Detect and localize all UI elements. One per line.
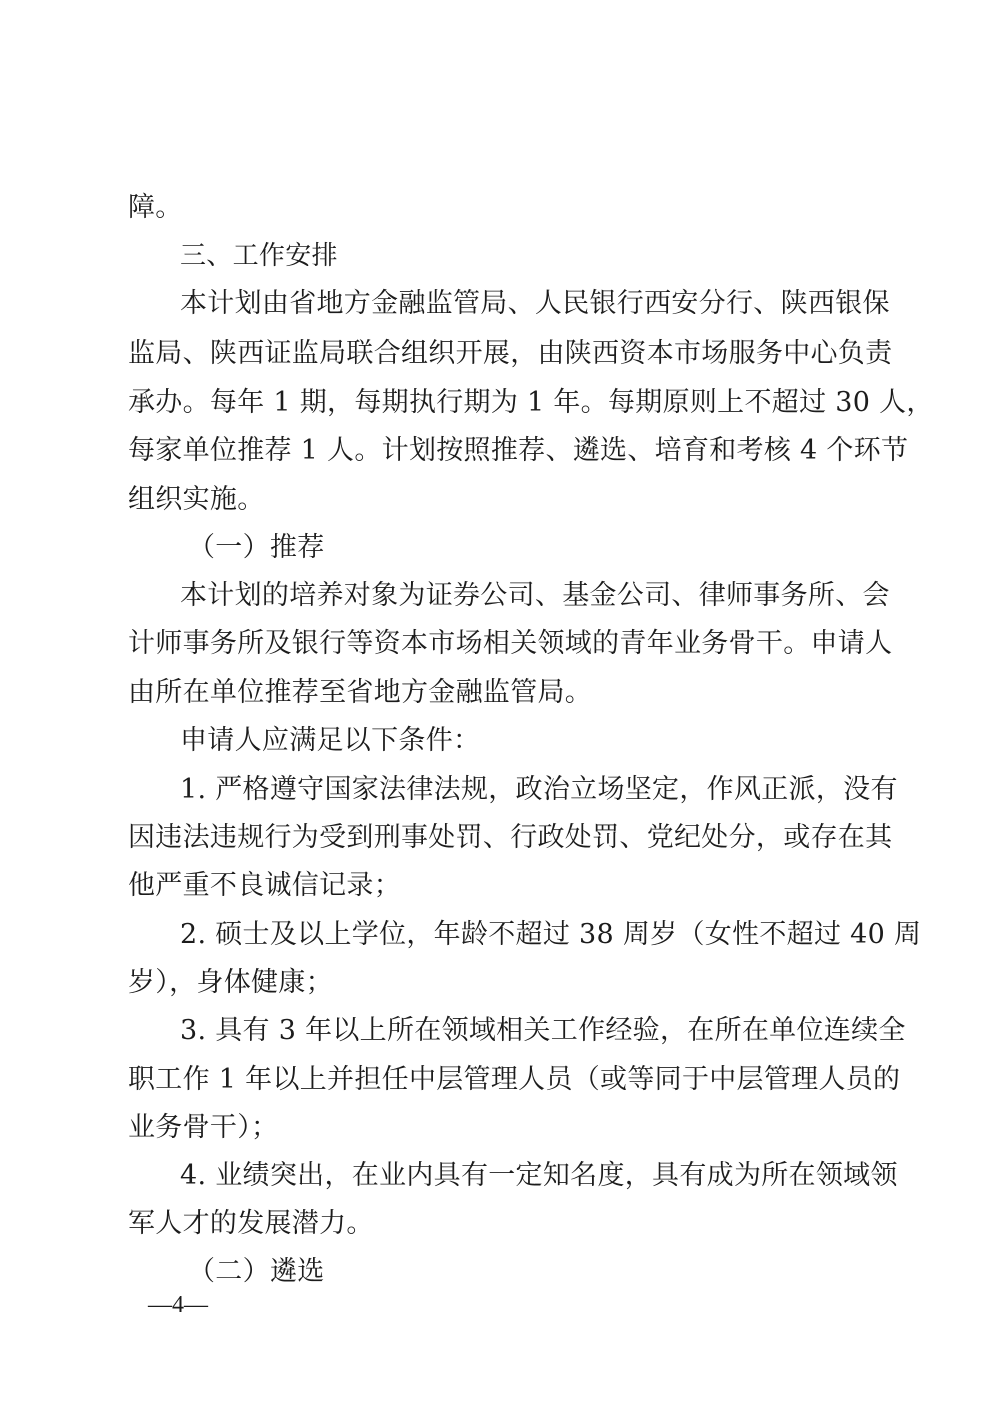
text-line: 因违法违规行为受到刑事处罚、行政处罚、党纪处分，或存在其	[128, 822, 893, 853]
text-line: 业务骨干）；	[128, 1112, 279, 1143]
text-line: 组织实施。	[128, 484, 265, 515]
text-line: 由所在单位推荐至省地方金融监管局。	[128, 677, 593, 708]
text-line: 职工作 1 年以上并担任中层管理人员（或等同于中层管理人员的	[128, 1064, 901, 1095]
text-line: 军人才的发展潜力。	[128, 1208, 374, 1239]
text-line: 本计划由省地方金融监管局、人民银行西安分行、陕西银保	[180, 288, 890, 319]
list-item: 3. 具有 3 年以上所在领域相关工作经验，在所在单位连续全	[180, 1015, 906, 1046]
text-line: 岁），身体健康；	[128, 967, 333, 998]
list-item: 4. 业绩突出，在业内具有一定知名度，具有成为所在领域领	[180, 1160, 898, 1191]
text-line: 障。	[128, 192, 183, 223]
subsection-heading: （一）推荐	[188, 532, 325, 563]
text-line: 承办。每年 1 期，每期执行期为 1 年。每期原则上不超过 30 人，	[128, 387, 934, 418]
list-item: 2. 硕士及以上学位，年龄不超过 38 周岁（女性不超过 40 周	[180, 919, 922, 950]
subsection-heading: （二）遴选	[188, 1256, 325, 1287]
text-line: 申请人应满足以下条件：	[180, 725, 481, 756]
text-line: 本计划的培养对象为证券公司、基金公司、律师事务所、会	[180, 580, 890, 611]
text-line: 计师事务所及银行等资本市场相关领域的青年业务骨干。申请人	[128, 628, 893, 659]
section-heading: 三、工作安排	[180, 241, 338, 271]
page-number: —4—	[148, 1292, 208, 1318]
list-item: 1. 严格遵守国家法律法规，政治立场坚定，作风正派，没有	[180, 774, 898, 805]
text-line: 监局、陕西证监局联合组织开展，由陕西资本市场服务中心负责	[128, 338, 893, 369]
text-line: 每家单位推荐 1 人。计划按照推荐、遴选、培育和考核 4 个环节	[128, 435, 909, 466]
text-line: 他严重不良诚信记录；	[128, 870, 401, 901]
